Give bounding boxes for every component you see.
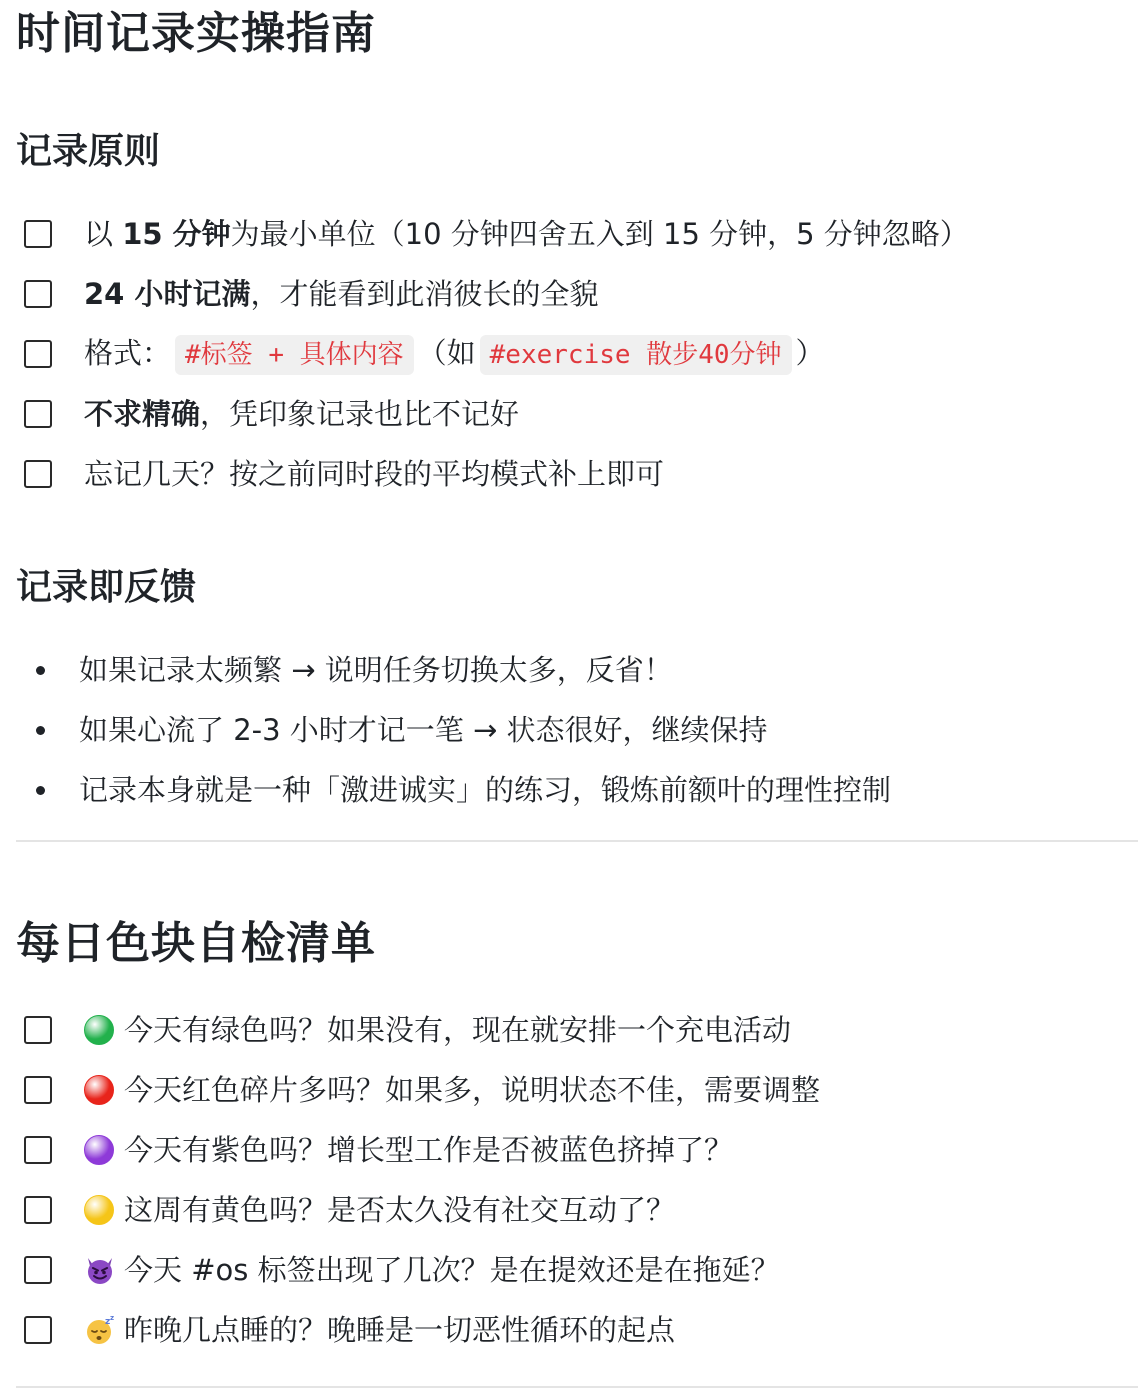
- bullet-icon: [36, 786, 45, 795]
- divider: [16, 1386, 1138, 1388]
- list-item: [16, 204, 1126, 264]
- checkbox[interactable]: [24, 340, 52, 368]
- item-text: 记录本身就是一种「激进诚实」的练习，锻炼前额叶的理性控制: [79, 773, 892, 807]
- section-heading-checklist: 每日色块自检清单: [16, 918, 376, 969]
- list-item: [16, 1300, 1126, 1360]
- checkbox[interactable]: [24, 460, 52, 488]
- item-text: 今天红色碎片多吗？如果多，说明状态不佳，需要调整: [124, 1073, 821, 1107]
- yellow-circle-icon: [84, 1195, 114, 1225]
- list-item: [16, 264, 1126, 324]
- list-item: [16, 760, 1126, 820]
- section-heading-feedback: 记录即反馈: [16, 567, 197, 608]
- page-title: 时间记录实操指南: [16, 8, 376, 59]
- item-text: 忘记几天？按之前同时段的平均模式补上即可: [84, 457, 665, 491]
- list-item: [16, 640, 1126, 700]
- checkbox[interactable]: [24, 1016, 52, 1044]
- item-text: 今天有绿色吗？如果没有，现在就安排一个充电活动: [124, 1013, 792, 1047]
- checkbox[interactable]: [24, 220, 52, 248]
- purple-circle-icon: [84, 1135, 114, 1165]
- item-text: 今天有紫色吗？增长型工作是否被蓝色挤掉了？: [124, 1133, 734, 1167]
- divider: [16, 840, 1138, 842]
- checkbox[interactable]: [24, 280, 52, 308]
- item-text: 24 小时记满，才能看到此消彼长的全貌: [84, 277, 599, 311]
- list-item: [16, 1120, 1126, 1180]
- list-item: [16, 384, 1126, 444]
- checkbox[interactable]: [24, 1136, 52, 1164]
- svg-text:z: z: [110, 1314, 115, 1322]
- bullet-icon: [36, 666, 45, 675]
- checkbox[interactable]: [24, 1076, 52, 1104]
- item-text: 格式： #标签 + 具体内容 （如 #exercise 散步40分钟 ）: [84, 333, 825, 375]
- checkbox[interactable]: [24, 1256, 52, 1284]
- item-text: 今天 #os 标签出现了几次？是在提效还是在拖延？: [124, 1253, 780, 1287]
- list-item: [16, 700, 1126, 760]
- sleeping-face-icon: [84, 1314, 116, 1346]
- list-item: [16, 444, 1126, 504]
- smiling-devil-icon: [84, 1254, 116, 1286]
- item-text: 如果心流了 2-3 小时才记一笔 → 状态很好，继续保持: [79, 713, 768, 747]
- section-heading-principles: 记录原则: [16, 131, 161, 172]
- svg-text:z: z: [105, 1317, 111, 1327]
- checkbox[interactable]: [24, 1196, 52, 1224]
- list-item: [16, 1000, 1126, 1060]
- checkbox[interactable]: [24, 400, 52, 428]
- inline-code: #标签 + 具体内容: [175, 335, 414, 375]
- inline-code: #exercise 散步40分钟: [480, 335, 792, 375]
- principles-checklist: [16, 204, 1126, 504]
- item-text: 昨晚几点睡的？晚睡是一切恶性循环的起点: [124, 1313, 676, 1347]
- item-text: 如果记录太频繁 → 说明任务切换太多，反省！: [79, 653, 673, 687]
- list-item: [16, 324, 1126, 384]
- bullet-icon: [36, 726, 45, 735]
- red-circle-icon: [84, 1075, 114, 1105]
- list-item: [16, 1240, 1126, 1300]
- checkbox[interactable]: [24, 1316, 52, 1344]
- item-text: 这周有黄色吗？是否太久没有社交互动了？: [124, 1193, 676, 1227]
- list-item: [16, 1060, 1126, 1120]
- feedback-list: [16, 640, 1126, 820]
- item-text: 以 15 分钟为最小单位（10 分钟四舍五入到 15 分钟，5 分钟忽略）: [84, 217, 969, 251]
- green-circle-icon: [84, 1015, 114, 1045]
- list-item: [16, 1180, 1126, 1240]
- item-text: 不求精确，凭印象记录也比不记好: [84, 397, 520, 431]
- daily-checklist: [16, 1000, 1126, 1360]
